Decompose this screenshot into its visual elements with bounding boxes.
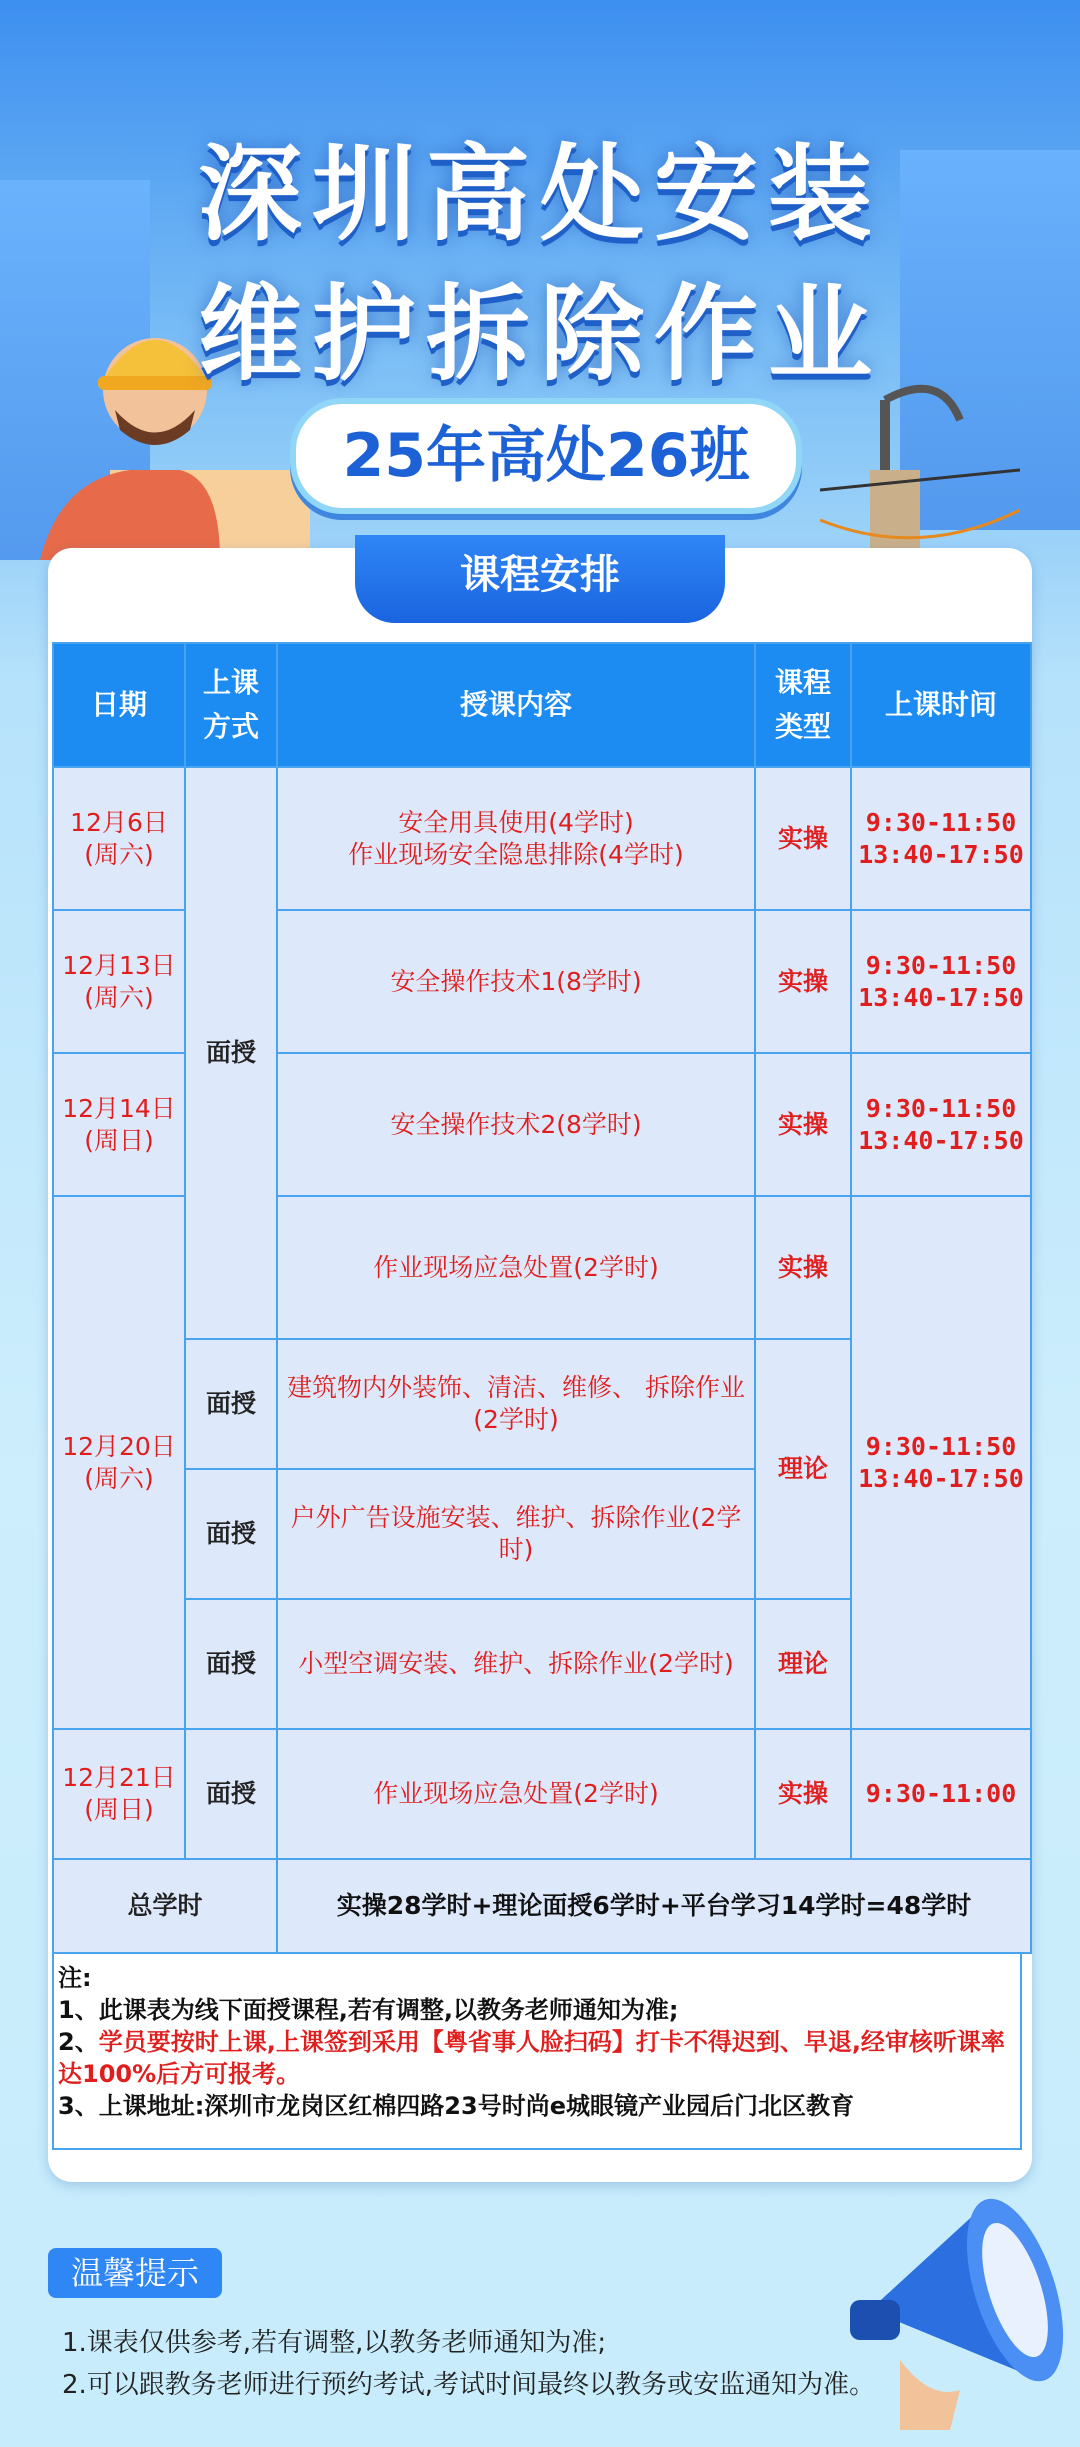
row-date: 12月20日 (周六): [53, 1196, 185, 1729]
row-type: 实操: [755, 1053, 851, 1196]
warm-tip-1: 1.课表仅供参考,若有调整,以教务老师通知为准;: [62, 2328, 607, 2358]
row-type: 实操: [755, 767, 851, 910]
row-mode: 面授: [185, 1599, 277, 1729]
section-title-tab: 课程安排: [355, 535, 725, 623]
note-3: 3、上课地址:深圳市龙岗区红棉四路23号时尚e城眼镜产业园后门北区教育: [58, 2092, 854, 2120]
row-date: 12月13日 (周六): [53, 910, 185, 1053]
course-schedule-table: [52, 642, 1032, 1954]
note-1: 1、此课表为线下面授课程,若有调整,以教务老师通知为准;: [58, 1996, 679, 2024]
row-time: 9:30-11:50 13:40-17:50: [851, 1053, 1031, 1196]
row-content: 户外广告设施安装、维护、拆除作业(2学时): [277, 1469, 755, 1599]
header-mode: 上课 方式: [185, 643, 277, 767]
table-row: [53, 1729, 1031, 1859]
row-content: 安全操作技术1(8学时): [277, 910, 755, 1053]
hero-title-line2: 维护拆除作业: [197, 273, 882, 395]
row-content: 作业现场应急处置(2学时): [277, 1196, 755, 1339]
notes-heading: 注:: [58, 1964, 92, 1992]
row-mode: 面授: [185, 767, 277, 1339]
header-type: 课程 类型: [755, 643, 851, 767]
row-mode: 面授: [185, 1469, 277, 1599]
row-mode: 面授: [185, 1339, 277, 1469]
note-2-prefix: 2、: [58, 2028, 99, 2056]
header-time: 上课时间: [851, 643, 1031, 767]
note-2-text: 学员要按时上课,上课签到采用【粤省事人脸扫码】打卡不得迟到、早退,经审核听课率达100%后方可报考。: [58, 2028, 1005, 2088]
row-mode: 面授: [185, 1729, 277, 1859]
row-type: 实操: [755, 1729, 851, 1859]
total-hours-value: 实操28学时+理论面授6学时+平台学习14学时=48学时: [277, 1859, 1031, 1953]
notes-block: [52, 1952, 1022, 2150]
row-time: 9:30-11:50 13:40-17:50: [851, 910, 1031, 1053]
header-content: 授课内容: [277, 643, 755, 767]
row-content: 安全操作技术2(8学时): [277, 1053, 755, 1196]
hero-title-line1: 深圳高处安装: [197, 133, 882, 255]
row-content: 建筑物内外装饰、清洁、维修、 拆除作业(2学时): [277, 1339, 755, 1469]
total-row: [53, 1859, 1031, 1953]
class-name-badge: 25年高处26班: [290, 398, 802, 514]
total-hours-label: 总学时: [53, 1859, 277, 1953]
table-header-row: [53, 643, 1031, 767]
row-content: 小型空调安装、维护、拆除作业(2学时): [277, 1599, 755, 1729]
note-2: [58, 2026, 1020, 2090]
megaphone-icon: [840, 2160, 1070, 2430]
row-date: 12月21日 (周日): [53, 1729, 185, 1859]
row-content: 安全用具使用(4学时) 作业现场安全隐患排除(4学时): [277, 767, 755, 910]
row-type: 实操: [755, 1196, 851, 1339]
row-time: 9:30-11:50 13:40-17:50: [851, 1196, 1031, 1729]
row-time: 9:30-11:50 13:40-17:50: [851, 767, 1031, 910]
utility-pole-illustration: [820, 380, 1020, 560]
row-content: 作业现场应急处置(2学时): [277, 1729, 755, 1859]
table-row: [53, 767, 1031, 910]
hero-banner: [0, 0, 1080, 560]
header-date: 日期: [53, 643, 185, 767]
row-date: 12月6日 (周六): [53, 767, 185, 910]
row-time: 9:30-11:00: [851, 1729, 1031, 1859]
row-type: 理论: [755, 1339, 851, 1599]
warm-tips-label: 温馨提示: [48, 2248, 222, 2298]
warm-tip-2: 2.可以跟教务老师进行预约考试,考试时间最终以教务或安监通知为准。: [62, 2370, 876, 2400]
row-type: 理论: [755, 1599, 851, 1729]
row-date: 12月14日 (周日): [53, 1053, 185, 1196]
row-type: 实操: [755, 910, 851, 1053]
